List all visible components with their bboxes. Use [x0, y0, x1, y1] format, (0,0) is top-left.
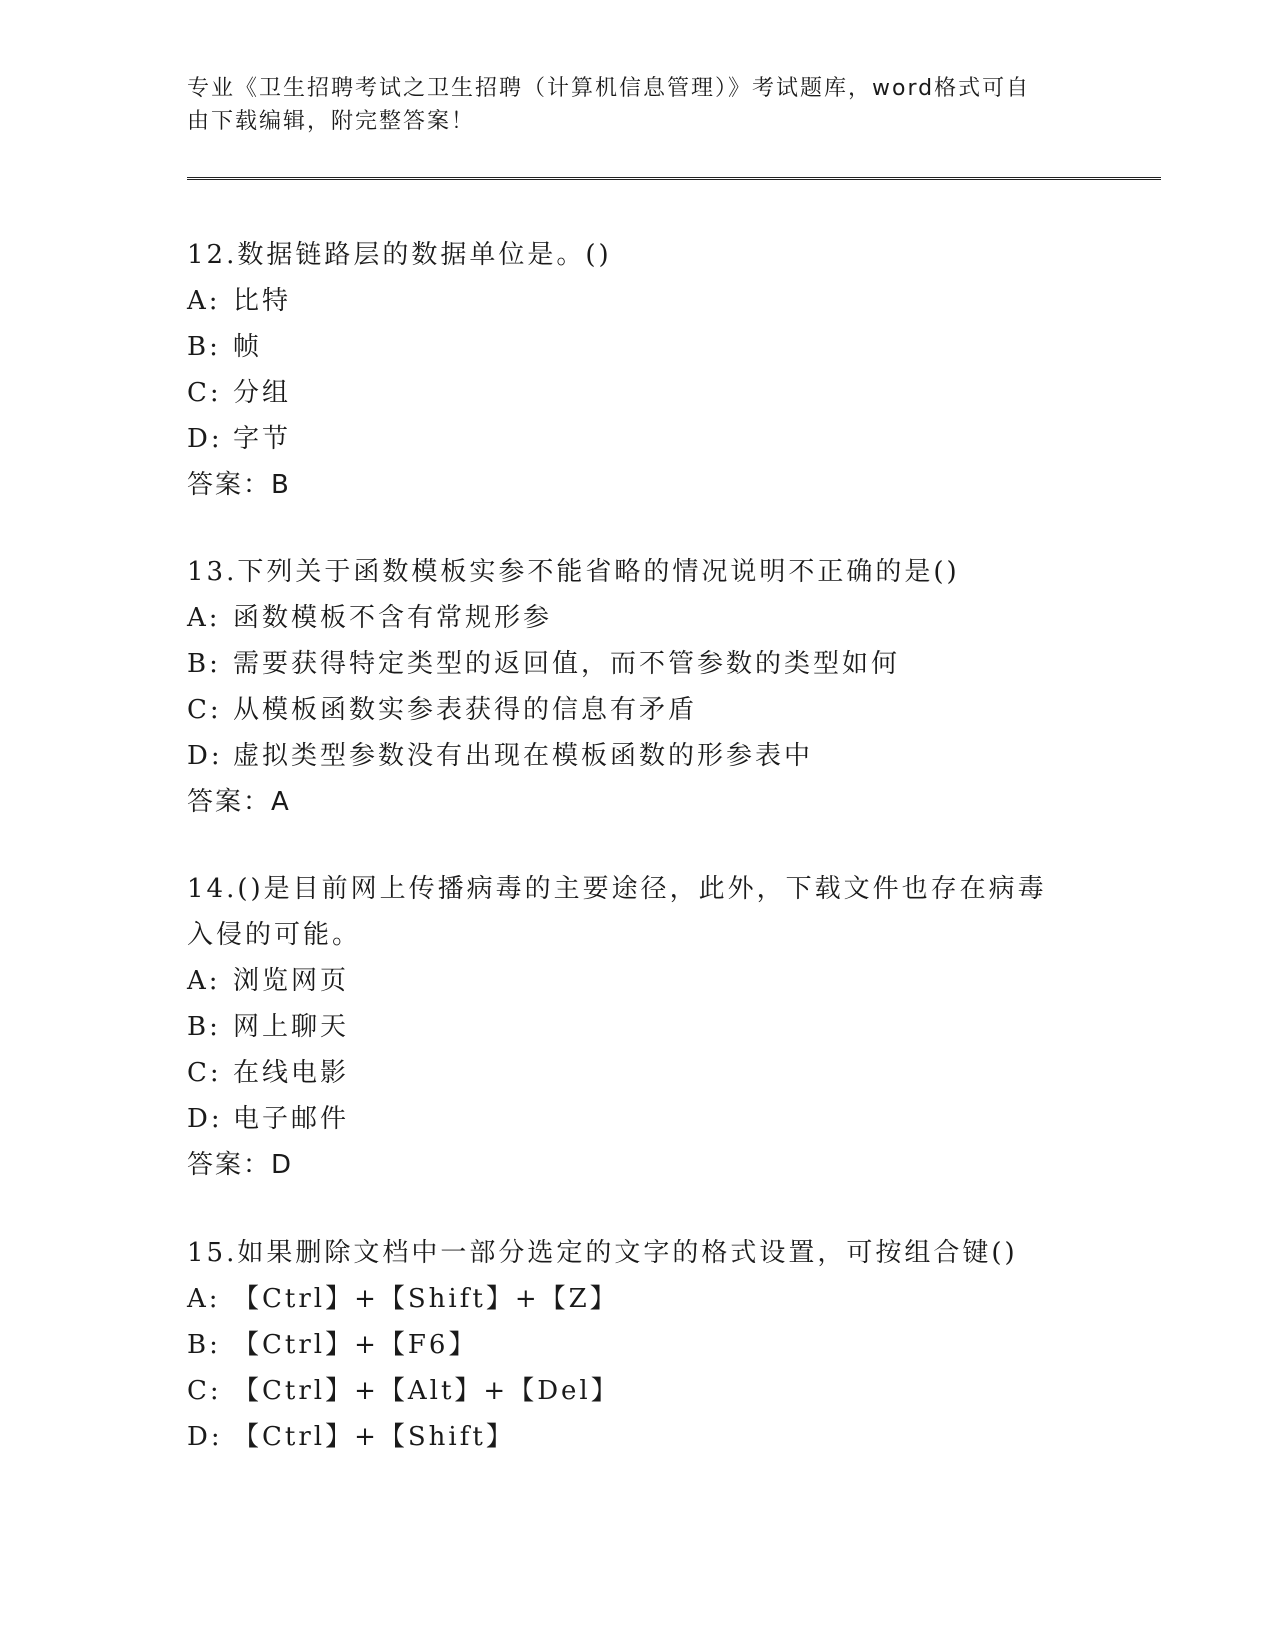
option-a [187, 1276, 1087, 1322]
option-d [187, 1414, 1087, 1460]
option-text: 比特 [233, 286, 292, 316]
question-13 [187, 549, 1087, 825]
option-letter: D: [187, 1422, 223, 1452]
option-letter: B: [187, 1330, 221, 1360]
question-stem: 14.()是目前网上传播病毒的主要途径，此外，下载文件也存在病毒入侵的可能。 [187, 874, 1047, 950]
option-d [187, 416, 1087, 462]
option-b [187, 641, 1087, 687]
option-letter: C: [187, 695, 222, 725]
option-letter: A: [187, 286, 221, 316]
option-a [187, 958, 1067, 1004]
header-divider [187, 177, 1161, 180]
option-letter: A: [187, 603, 221, 633]
option-text: 网上聊天 [233, 1012, 350, 1042]
option-c [187, 687, 1087, 733]
option-b [187, 1322, 1087, 1368]
option-letter: C: [187, 1058, 222, 1088]
option-text: 【Ctrl】+【F6】 [233, 1330, 478, 1360]
option-text: 虚拟类型参数没有出现在模板函数的形参表中 [233, 741, 814, 771]
option-text: 在线电影 [233, 1058, 350, 1088]
option-b [187, 324, 1087, 370]
option-letter: A: [187, 1284, 221, 1314]
option-text: 【Ctrl】+【Shift】+【Z】 [233, 1284, 619, 1314]
option-c [187, 370, 1087, 416]
answer-line: 答案：B [187, 470, 291, 500]
option-c [187, 1368, 1087, 1414]
question-12 [187, 232, 1087, 508]
question-14 [187, 866, 1067, 1188]
question-stem: 12.数据链路层的数据单位是。() [187, 240, 612, 270]
option-letter: B: [187, 1012, 221, 1042]
header-line-2: 由下载编辑，附完整答案！ [187, 109, 476, 134]
option-letter: B: [187, 649, 221, 679]
option-c [187, 1050, 1067, 1096]
option-letter: D: [187, 424, 223, 454]
option-text: 函数模板不含有常规形参 [233, 603, 553, 633]
option-text: 【Ctrl】+【Alt】+【Del】 [233, 1376, 620, 1406]
question-stem: 13.下列关于函数模板实参不能省略的情况说明不正确的是() [187, 557, 960, 587]
option-letter: C: [187, 1376, 222, 1406]
question-15 [187, 1230, 1087, 1460]
option-letter: C: [187, 378, 222, 408]
option-text: 帧 [233, 332, 263, 362]
option-letter: D: [187, 1104, 223, 1134]
option-letter: D: [187, 741, 223, 771]
answer-line: 答案：D [187, 1150, 294, 1180]
option-text: 电子邮件 [233, 1104, 350, 1134]
question-stem: 15.如果删除文档中一部分选定的文字的格式设置，可按组合键() [187, 1238, 1018, 1268]
option-text: 分组 [233, 378, 292, 408]
document-header [187, 72, 1067, 138]
answer-line: 答案：A [187, 787, 291, 817]
header-line-1: 专业《卫生招聘考试之卫生招聘（计算机信息管理）》考试题库，word格式可自 [187, 76, 1031, 101]
option-text: 需要获得特定类型的返回值，而不管参数的类型如何 [233, 649, 901, 679]
option-letter: A: [187, 966, 221, 996]
option-text: 【Ctrl】+【Shift】 [233, 1422, 515, 1452]
option-d [187, 1096, 1067, 1142]
option-letter: B: [187, 332, 221, 362]
option-a [187, 595, 1087, 641]
option-a [187, 278, 1087, 324]
option-b [187, 1004, 1067, 1050]
option-text: 字节 [233, 424, 292, 454]
option-text: 从模板函数实参表获得的信息有矛盾 [233, 695, 698, 725]
option-d [187, 733, 1087, 779]
option-text: 浏览网页 [233, 966, 350, 996]
